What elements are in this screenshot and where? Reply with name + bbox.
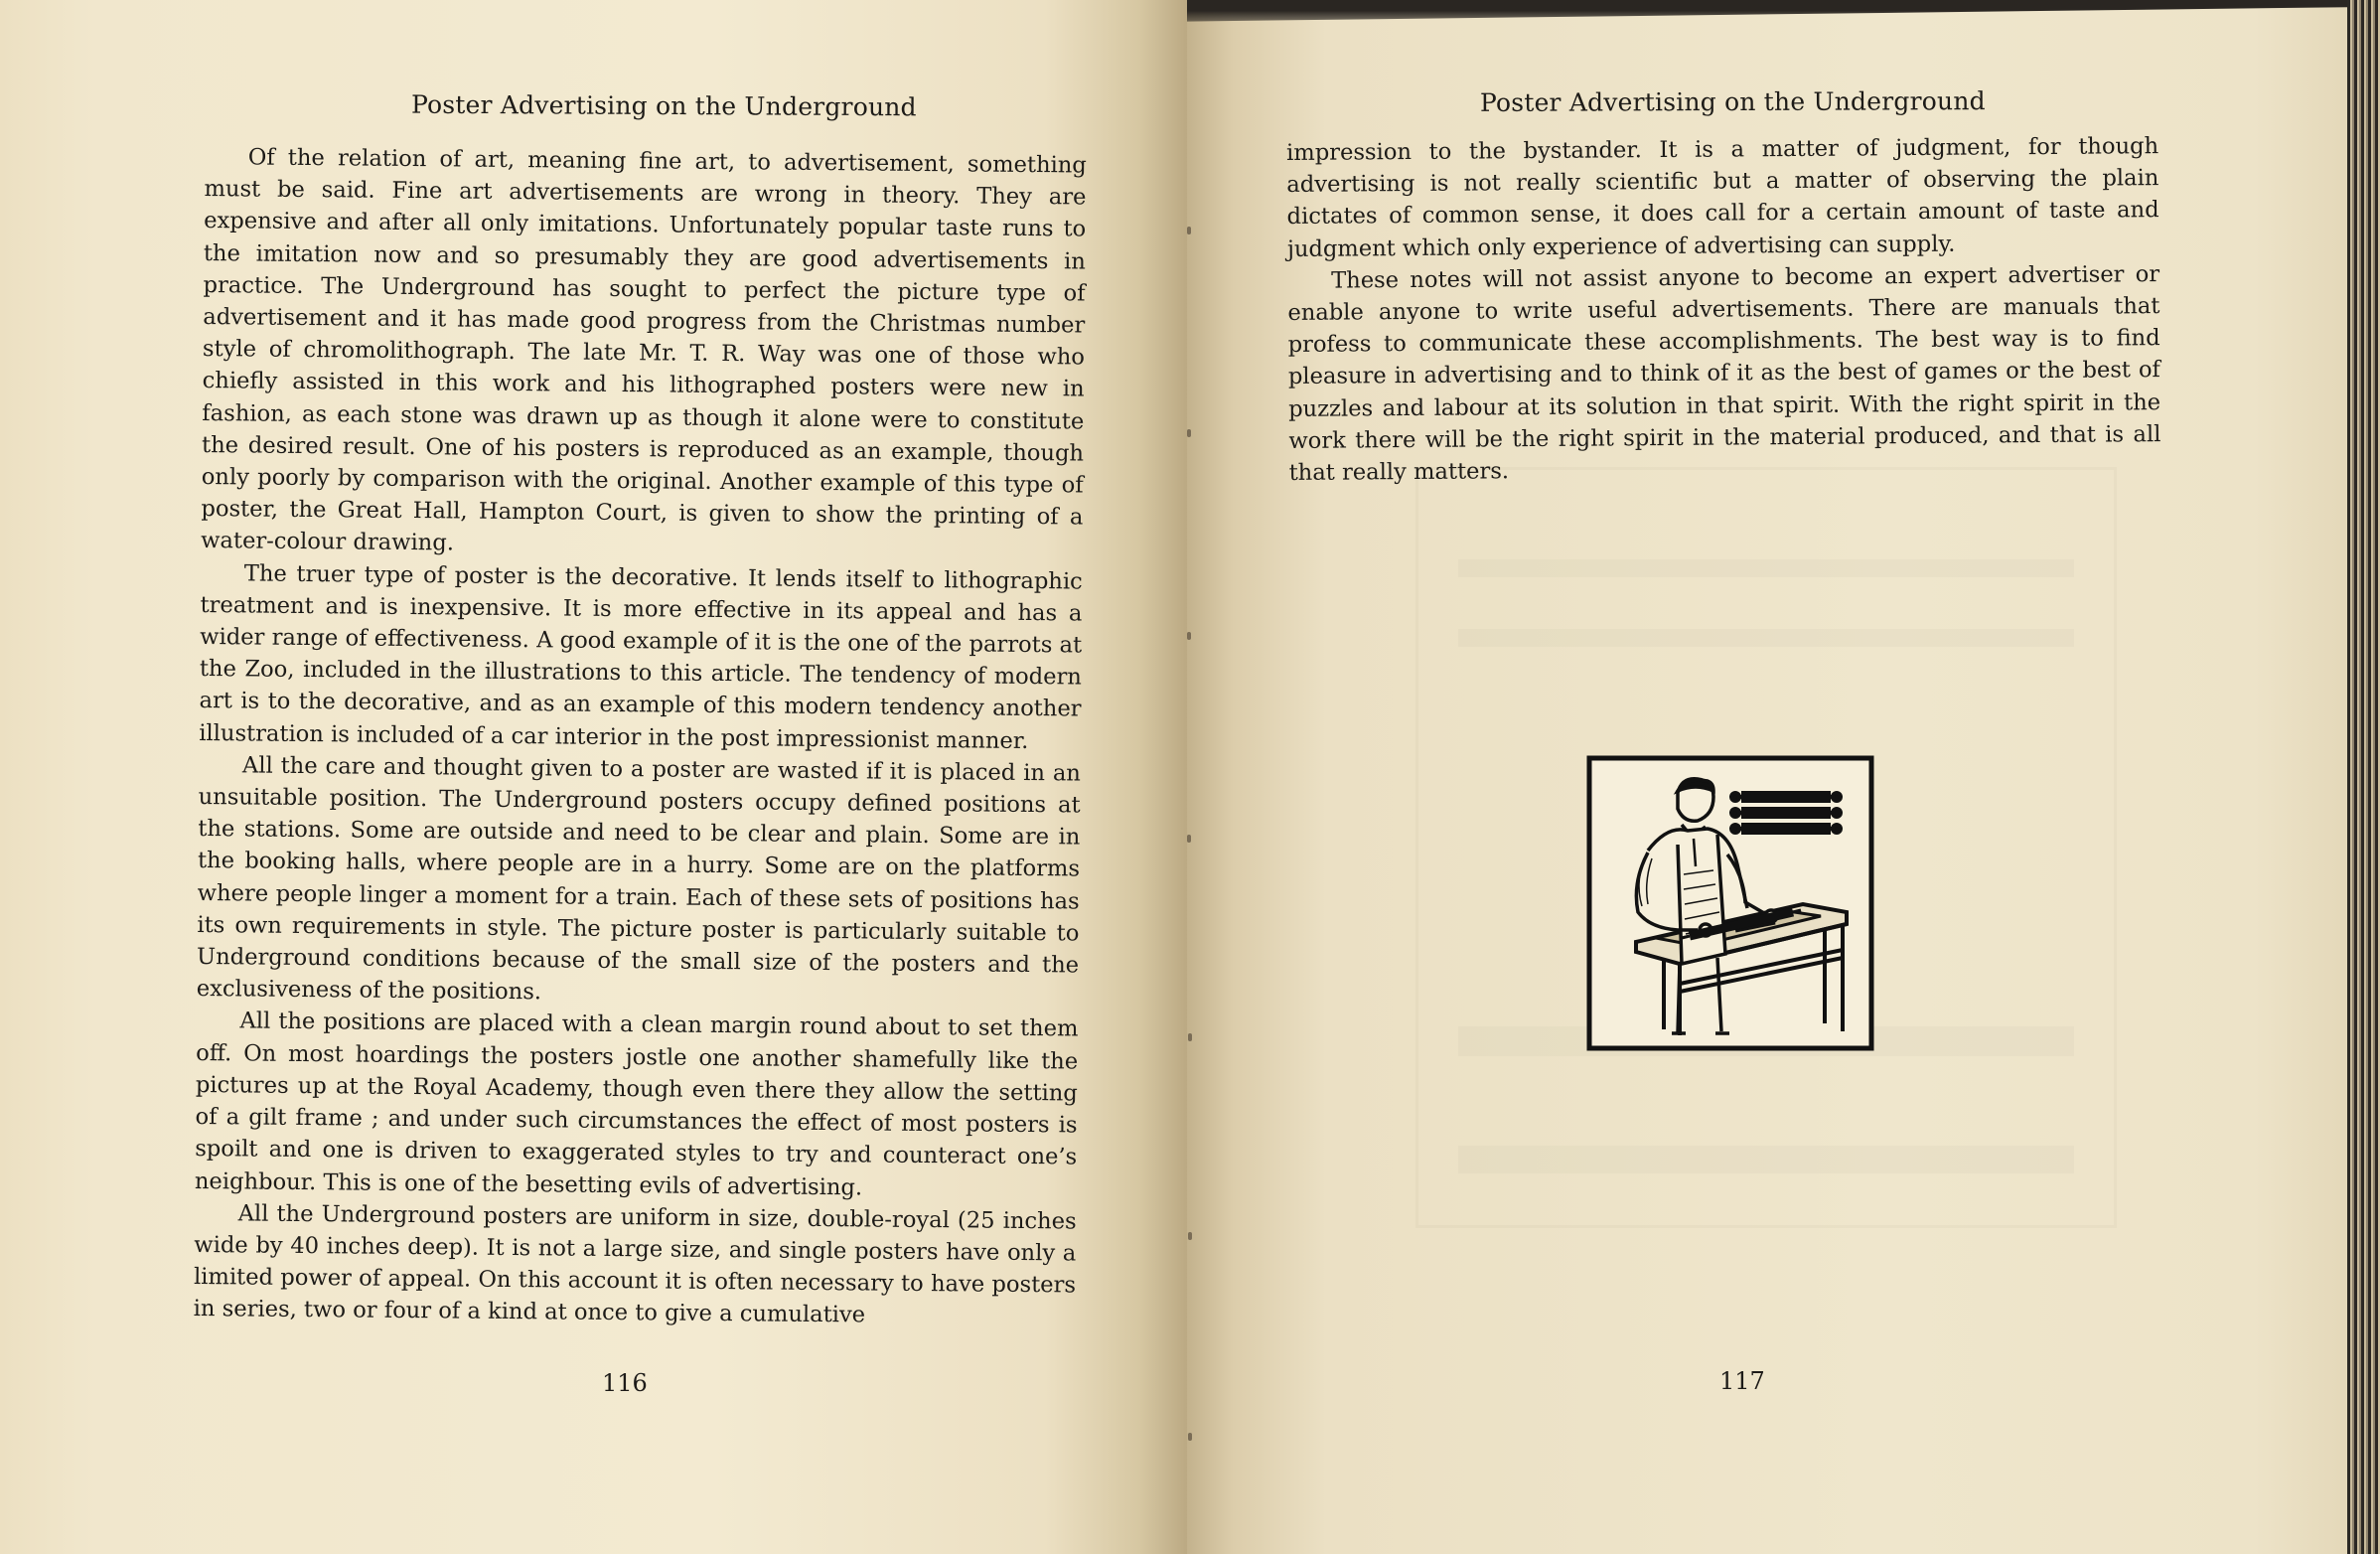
paragraph: impression to the bystander. It is a matter of judgment, for though advertising is not really scientific but a matter of observing the plain dictates of common sense, it does call for a certain amount of taste and judgment which only experience of advertising can supply. (1286, 133, 2159, 262)
printer-woodcut-illustration (1586, 755, 1874, 1051)
paragraph: Of the relation of art, meaning fine art, to advertisement, something must be said. Fine art advertisements are wrong in theory. They are expensive and after all only imitations. Unfortunately popular taste runs to the imitation now and so presumably they are good advertisements in practice. The Underground has sought to perfect the picture type of advertisement and it has made good progress from the Christmas number style of chromolithograph. The late Mr. T. R. Way was one of those who chiefly assisted in this work and his lithographed posters were new in fashion, as each stone was drawn up as though it alone were to constitute the desired result. One of his posters is reproduced as an example, though only poorly by comparison with the original. Another example of this type of poster, the Great Hall, Hampton Court, is given to show the printing of a water-colour drawing. (201, 144, 1087, 556)
paragraph: The truer type of poster is the decorative. It lends itself to lithographic treatment and is inexpensive. It is more effective in its appeal and has a wider range of effectiveness. A good example of it is the one of the parrots at the Zoo, included in the illustrations to this article. The tendency of modern art is to the decorative, and as an example of this modern tendency another illustration is included of a car interior in the post impressionist manner. (199, 560, 1083, 754)
right-page (1187, 0, 2347, 1554)
running-head-left: Poster Advertising on the Underground (410, 89, 917, 122)
page-edges (2347, 0, 2380, 1554)
paragraph: These notes will not assist anyone to become an expert advertiser or enable anyone to write useful advertisements. There are manuals that profess to communicate these accomplishments. The best way is to find pleasure in advertising and to think of it as the best of games or the best of puzzles and labour at its solution in that spirit. With the right spirit in the work there will be the right spirit in the material produced, and that is all that really matters. (1287, 260, 2161, 487)
right-body-text (1286, 130, 2161, 489)
paragraph: All the care and thought given to a poster are wasted if it is placed in an unsuitable position. The Underground posters occupy defined positions at the stations. Some are outside and need to be clear and plain. Some are in the booking halls, where people are in a hurry. Some are on the platforms where people linger a moment for a train. Each of these sets of positions has its own requirements in style. The picture poster is particularly suitable to Underground conditions because of the small size of the posters and the exclusiveness of the positions. (196, 752, 1082, 1006)
paragraph: All the Underground posters are uniform in size, double-royal (25 inches wide by 40 inches deep). It is not a large size, and single posters have only a limited power of appeal. On this account it is often necessary to have posters in series, two or four of a kind at once to give a cumulative (193, 1200, 1077, 1328)
running-head-right: Poster Advertising on the Underground (1479, 86, 1986, 117)
page-number-left: 116 (602, 1369, 648, 1397)
page-number-right: 117 (1719, 1367, 1765, 1395)
paragraph: All the positions are placed with a clean margin round about to set them off. On most hoardings the posters jostle one another shamefully like the pictures up at the Royal Academy, though even there they allow the setting of a gilt frame ; and under such circumstances the effect of most posters is spoilt and one is driven to exaggerated styles to try and counteract one’s neighbour. This is one of the besetting evils of advertising. (194, 1008, 1079, 1200)
left-page (0, 0, 1187, 1554)
left-body-text (194, 141, 1087, 1333)
